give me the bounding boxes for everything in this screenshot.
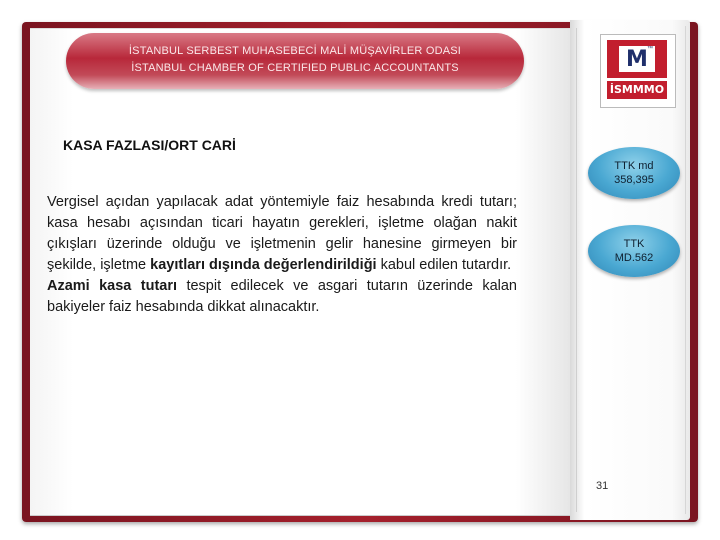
body-text-2: kabul edilen tutardır. [376, 257, 512, 273]
reference-article: MD.562 [614, 252, 654, 264]
body-text-1: Vergisel açıdan yapılacak adat yöntemiyle faiz hesabında kredi tutarı; kasa hesabı açısından ticari hayatın gerekleri, işletme olağan nakit çıkışları üzerinde olduğu ve işletmenin gelir hanesine girmeyen bir şekilde, işletme [47, 194, 517, 273]
reference-bubble-ttk-358 [588, 147, 680, 199]
page-number: 31 [596, 480, 609, 492]
reference-article: 358,395 [614, 174, 654, 186]
body-text-3: tespit edilecek ve asgari tutarın üzerinde kalan bakiyeler faiz hesabında dikkat alınacaktır. [47, 278, 517, 315]
header-line-turkish: İSTANBUL SERBEST MUHASEBECİ MALİ MÜŞAVİRLER ODASI [128, 45, 462, 57]
body-bold-1: kayıtları dışında değerlendirildiği [150, 257, 377, 273]
logo-trademark: ™ [647, 46, 653, 52]
reference-bubble-ttk-562 [588, 225, 680, 277]
reference-label: TTK md [614, 160, 654, 172]
header-banner [66, 33, 524, 89]
reference-label: TTK [623, 238, 645, 250]
body-bold-2: Azami kasa tutarı [47, 278, 178, 294]
ismmmo-logo [600, 34, 676, 108]
logo-letter: M [626, 47, 648, 72]
body-paragraph [47, 192, 517, 318]
slide-title: KASA FAZLASI/ORT CARİ [63, 137, 236, 153]
logo-name: İSMMMO [607, 81, 667, 99]
header-line-english: İSTANBUL CHAMBER OF CERTIFIED PUBLIC ACCOUNTANTS [131, 62, 459, 74]
logo-mark [607, 40, 667, 78]
